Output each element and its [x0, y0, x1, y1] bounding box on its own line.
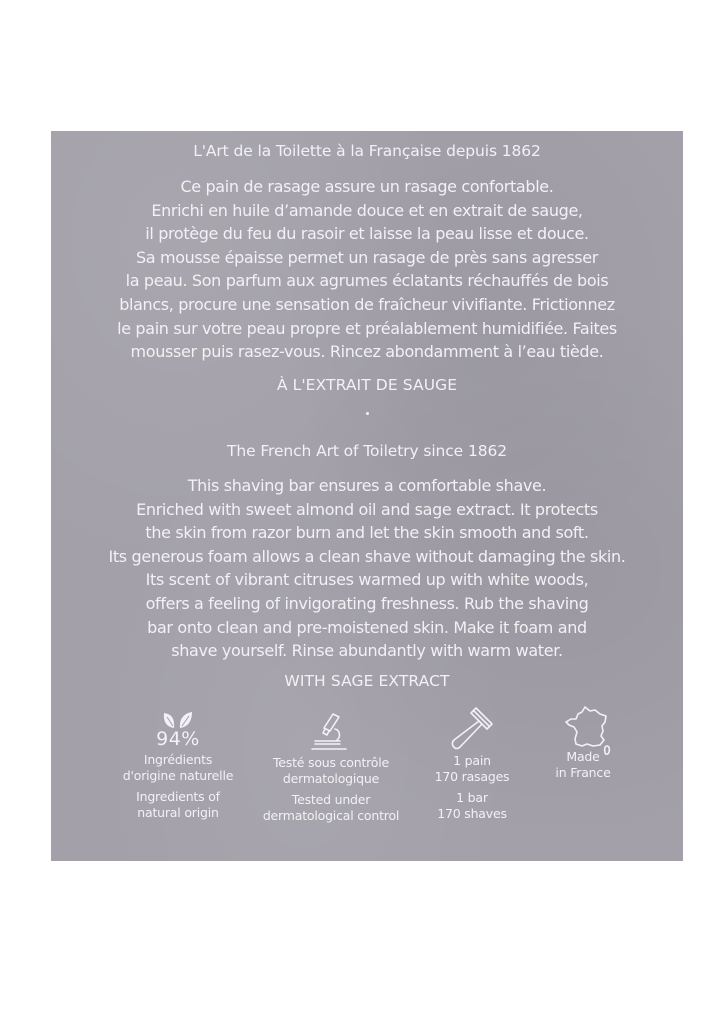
english-description-line: This shaving bar ensures a comfortable shave.: [187, 476, 547, 495]
feature-en-line: 170 shaves: [437, 806, 507, 821]
french-description-line: il protège du feu du rasoir et laisse la peau lisse et douce.: [145, 224, 589, 244]
french-description-line: la peau. Son parfum aux agrumes éclatants réchauffés de bois: [125, 271, 609, 291]
feature-fr-line: Ingrédients: [143, 752, 213, 767]
feature-natural-ingredients: [113, 711, 243, 821]
english-heading: The French Art of Toiletry since 1862: [226, 442, 507, 460]
features-row: [51, 711, 683, 861]
english-description-line: Its scent of vibrant citruses warmed up with white woods,: [145, 570, 589, 590]
feature-en-line: Tested under: [291, 792, 371, 807]
english-description-line: offers a feeling of invigorating freshness. Rub the shaving: [145, 593, 589, 613]
feature-fr-text: [113, 752, 243, 784]
razor-icon: [449, 705, 495, 753]
feature-en-line: natural origin: [137, 805, 219, 820]
microscope-icon: [309, 711, 353, 753]
feature-en-line: dermatological control: [262, 808, 400, 823]
feature-en-text: [417, 790, 527, 822]
english-subtitle: WITH SAGE EXTRACT: [284, 672, 450, 690]
feature-fr-line: 1 pain: [453, 753, 491, 768]
feature-fr-text: [251, 755, 411, 787]
packaging-panel: [51, 131, 683, 861]
french-description-line: blancs, procure une sensation de fraîcheur vivifiante. Frictionnez: [119, 294, 615, 314]
english-description-line: Its generous foam allows a clean shave without damaging the skin.: [108, 546, 626, 566]
english-description-line: Enriched with sweet almond oil and sage extract. It protects: [136, 499, 598, 519]
feature-fr-line: d'origine naturelle: [122, 768, 234, 783]
french-description: [51, 175, 683, 364]
feature-en-line: 1 bar: [456, 790, 488, 805]
feature-en-text: [251, 792, 411, 824]
feature-en-line: Ingredients of: [136, 789, 220, 804]
feature-fr-line: Made: [566, 749, 600, 764]
feature-fr-line: dermatologique: [282, 771, 380, 786]
feature-fr-line: Testé sous contrôle: [272, 755, 390, 770]
feature-fr-line: 170 rasages: [434, 769, 510, 784]
feature-dermatological: [251, 711, 411, 824]
english-description: [51, 474, 683, 663]
separator-dot: [366, 412, 369, 415]
french-subtitle: À L'EXTRAIT DE SAUGE: [276, 376, 458, 394]
french-description-line: Sa mousse épaisse permet un rasage de près sans agresser: [135, 247, 599, 267]
feature-fr-text: [533, 749, 633, 781]
feature-en-text: [113, 789, 243, 821]
english-description-line: shave yourself. Rinse abundantly with warm water.: [171, 641, 563, 661]
french-description-line: mousser puis rasez-vous. Rincez abondamment à l’eau tiède.: [130, 342, 604, 362]
french-heading: L'Art de la Toilette à la Française depuis 1862: [193, 142, 541, 160]
natural-percentage: 94%: [156, 728, 200, 750]
feature-fr-text: [417, 753, 527, 785]
french-description-line: Ce pain de rasage assure un rasage confortable.: [180, 177, 554, 196]
english-description-line: bar onto clean and pre-moistened skin. Make it foam and: [147, 617, 587, 637]
french-description-line: Enrichi en huile d’amande douce et en extrait de sauge,: [151, 200, 583, 220]
feature-razor: [417, 711, 527, 822]
feature-fr-line: in France: [555, 765, 611, 780]
french-description-line: le pain sur votre peau propre et préalablement humidifiée. Faites: [117, 318, 617, 338]
feature-made-in-france: [533, 711, 633, 781]
english-description-line: the skin from razor burn and let the skin smooth and soft.: [145, 523, 589, 543]
